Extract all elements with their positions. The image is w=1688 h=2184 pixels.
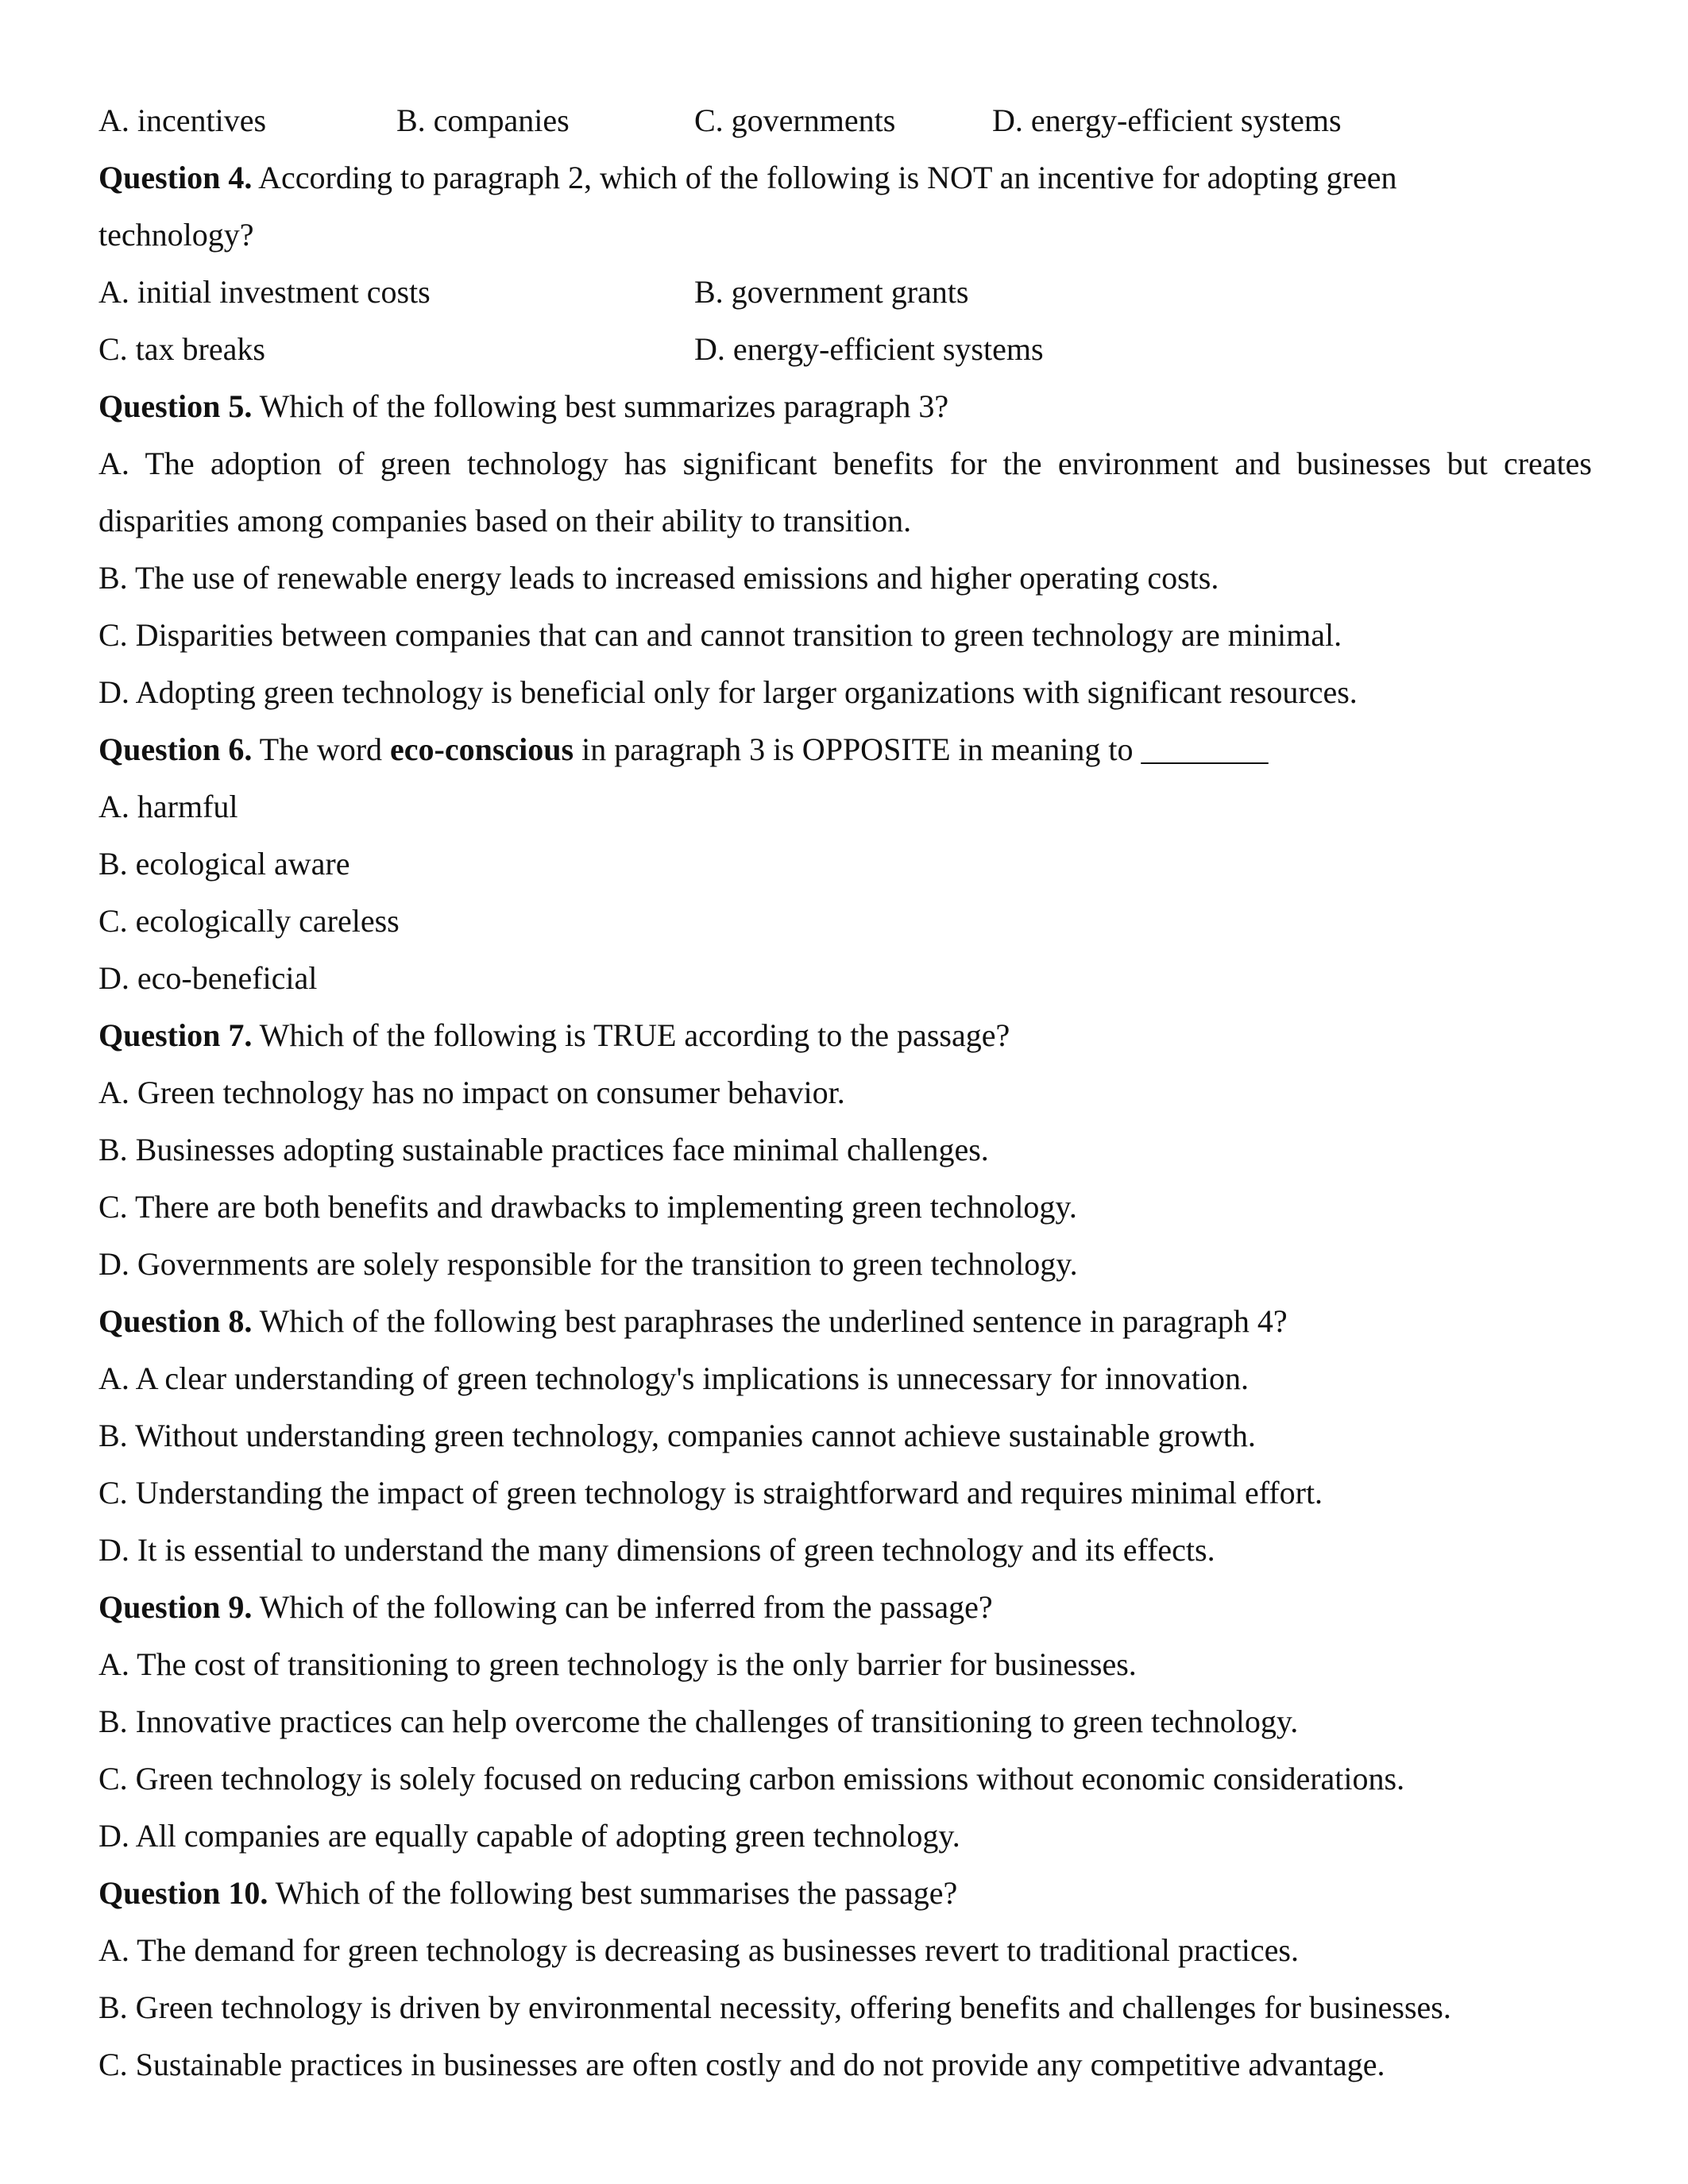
- q10-option-c: C. Sustainable practices in businesses are often costly and do not provide any competitive advantage.: [98, 2047, 1385, 2082]
- q7-label: Question 7.: [98, 1017, 253, 1053]
- q9-stem: [98, 1579, 1592, 1636]
- q9-text: Which of the following can be inferred from the passage?: [252, 1589, 993, 1625]
- q8-option-a: A. A clear understanding of green technology's implications is unnecessary for innovation.: [98, 1360, 1249, 1396]
- q4-options-row1: [98, 264, 1592, 321]
- q8-option-c: C. Understanding the impact of green technology is straightforward and requires minimal effort.: [98, 1475, 1323, 1511]
- q5-option-d: D. Adopting green technology is beneficial only for larger organizations with significant resources.: [98, 674, 1358, 710]
- q4-stem-line1: [98, 149, 1592, 206]
- q6-option-b: B. ecological aware: [98, 846, 350, 882]
- document-page: [98, 92, 1592, 2093]
- q5-option-c: C. Disparities between companies that can and cannot transition to green technology are minimal.: [98, 617, 1342, 653]
- q8-stem: [98, 1293, 1592, 1350]
- q8-option-d: D. It is essential to understand the many dimensions of green technology and its effects.: [98, 1532, 1215, 1568]
- q7-option-c: C. There are both benefits and drawbacks to implementing green technology.: [98, 1189, 1077, 1225]
- q6-option-a: A. harmful: [98, 789, 238, 824]
- q5-text: Which of the following best summarizes paragraph 3?: [252, 388, 949, 424]
- q6-option-d: D. eco-beneficial: [98, 960, 318, 996]
- q10-stem: [98, 1865, 1592, 1922]
- q5-stem: [98, 378, 1592, 435]
- q5-option-b: B. The use of renewable energy leads to increased emissions and higher operating costs.: [98, 560, 1219, 596]
- q8-label: Question 8.: [98, 1303, 253, 1339]
- q4-text-line1: According to paragraph 2, which of the following is NOT an incentive for adopting green: [252, 160, 1397, 195]
- q9-option-d: D. All companies are equally capable of adopting green technology.: [98, 1818, 960, 1854]
- q6-label: Question 6.: [98, 731, 253, 767]
- q9-option-c: C. Green technology is solely focused on reducing carbon emissions without economic considerations.: [98, 1761, 1405, 1796]
- q3-options-row: [98, 92, 1592, 149]
- q6-keyword: eco-conscious: [390, 731, 574, 767]
- q10-text: Which of the following best summarises the passage?: [268, 1875, 958, 1911]
- q6-text-post: in paragraph 3 is OPPOSITE in meaning to ________: [574, 731, 1269, 767]
- q7-option-a: A. Green technology has no impact on consumer behavior.: [98, 1075, 845, 1110]
- q9-option-a: A. The cost of transitioning to green technology is the only barrier for businesses.: [98, 1646, 1137, 1682]
- q7-option-d: D. Governments are solely responsible for the transition to green technology.: [98, 1246, 1078, 1282]
- q8-option-b: B. Without understanding green technology, companies cannot achieve sustainable growth.: [98, 1418, 1256, 1453]
- q3-option-a: A. incentives: [98, 102, 267, 138]
- q4-label: Question 4.: [98, 160, 253, 195]
- q4-option-b: B. government grants: [694, 274, 969, 310]
- q10-label: Question 10.: [98, 1875, 268, 1911]
- q4-text-line2: technology?: [98, 217, 254, 253]
- q5-option-a-line1: A. The adoption of green technology has significant benefits for the environment and businesses but creates: [98, 446, 1592, 481]
- q9-option-b: B. Innovative practices can help overcome the challenges of transitioning to green technology.: [98, 1704, 1299, 1739]
- q4-options-row2: [98, 321, 1592, 378]
- q6-text-pre: The word: [252, 731, 391, 767]
- q7-option-b: B. Businesses adopting sustainable practices face minimal challenges.: [98, 1132, 989, 1167]
- q6-stem: [98, 721, 1592, 778]
- q4-option-c: C. tax breaks: [98, 331, 265, 367]
- q4-option-a: A. initial investment costs: [98, 274, 431, 310]
- q8-text: Which of the following best paraphrases the underlined sentence in paragraph 4?: [252, 1303, 1288, 1339]
- q5-option-a-line2: disparities among companies based on their ability to transition.: [98, 503, 912, 538]
- q6-option-c: C. ecologically careless: [98, 903, 400, 939]
- q3-option-c: C. governments: [694, 102, 896, 138]
- q3-option-b: B. companies: [396, 102, 570, 138]
- q4-option-d: D. energy-efficient systems: [694, 331, 1044, 367]
- q4-stem-line2: [98, 206, 1592, 264]
- q7-text: Which of the following is TRUE according to the passage?: [252, 1017, 1010, 1053]
- q10-option-a: A. The demand for green technology is decreasing as businesses revert to traditional practices.: [98, 1932, 1299, 1968]
- q9-label: Question 9.: [98, 1589, 253, 1625]
- q5-label: Question 5.: [98, 388, 253, 424]
- q3-option-d: D. energy-efficient systems: [992, 102, 1342, 138]
- q10-option-b: B. Green technology is driven by environmental necessity, offering benefits and challenges for businesses.: [98, 1989, 1451, 2025]
- q7-stem: [98, 1007, 1592, 1064]
